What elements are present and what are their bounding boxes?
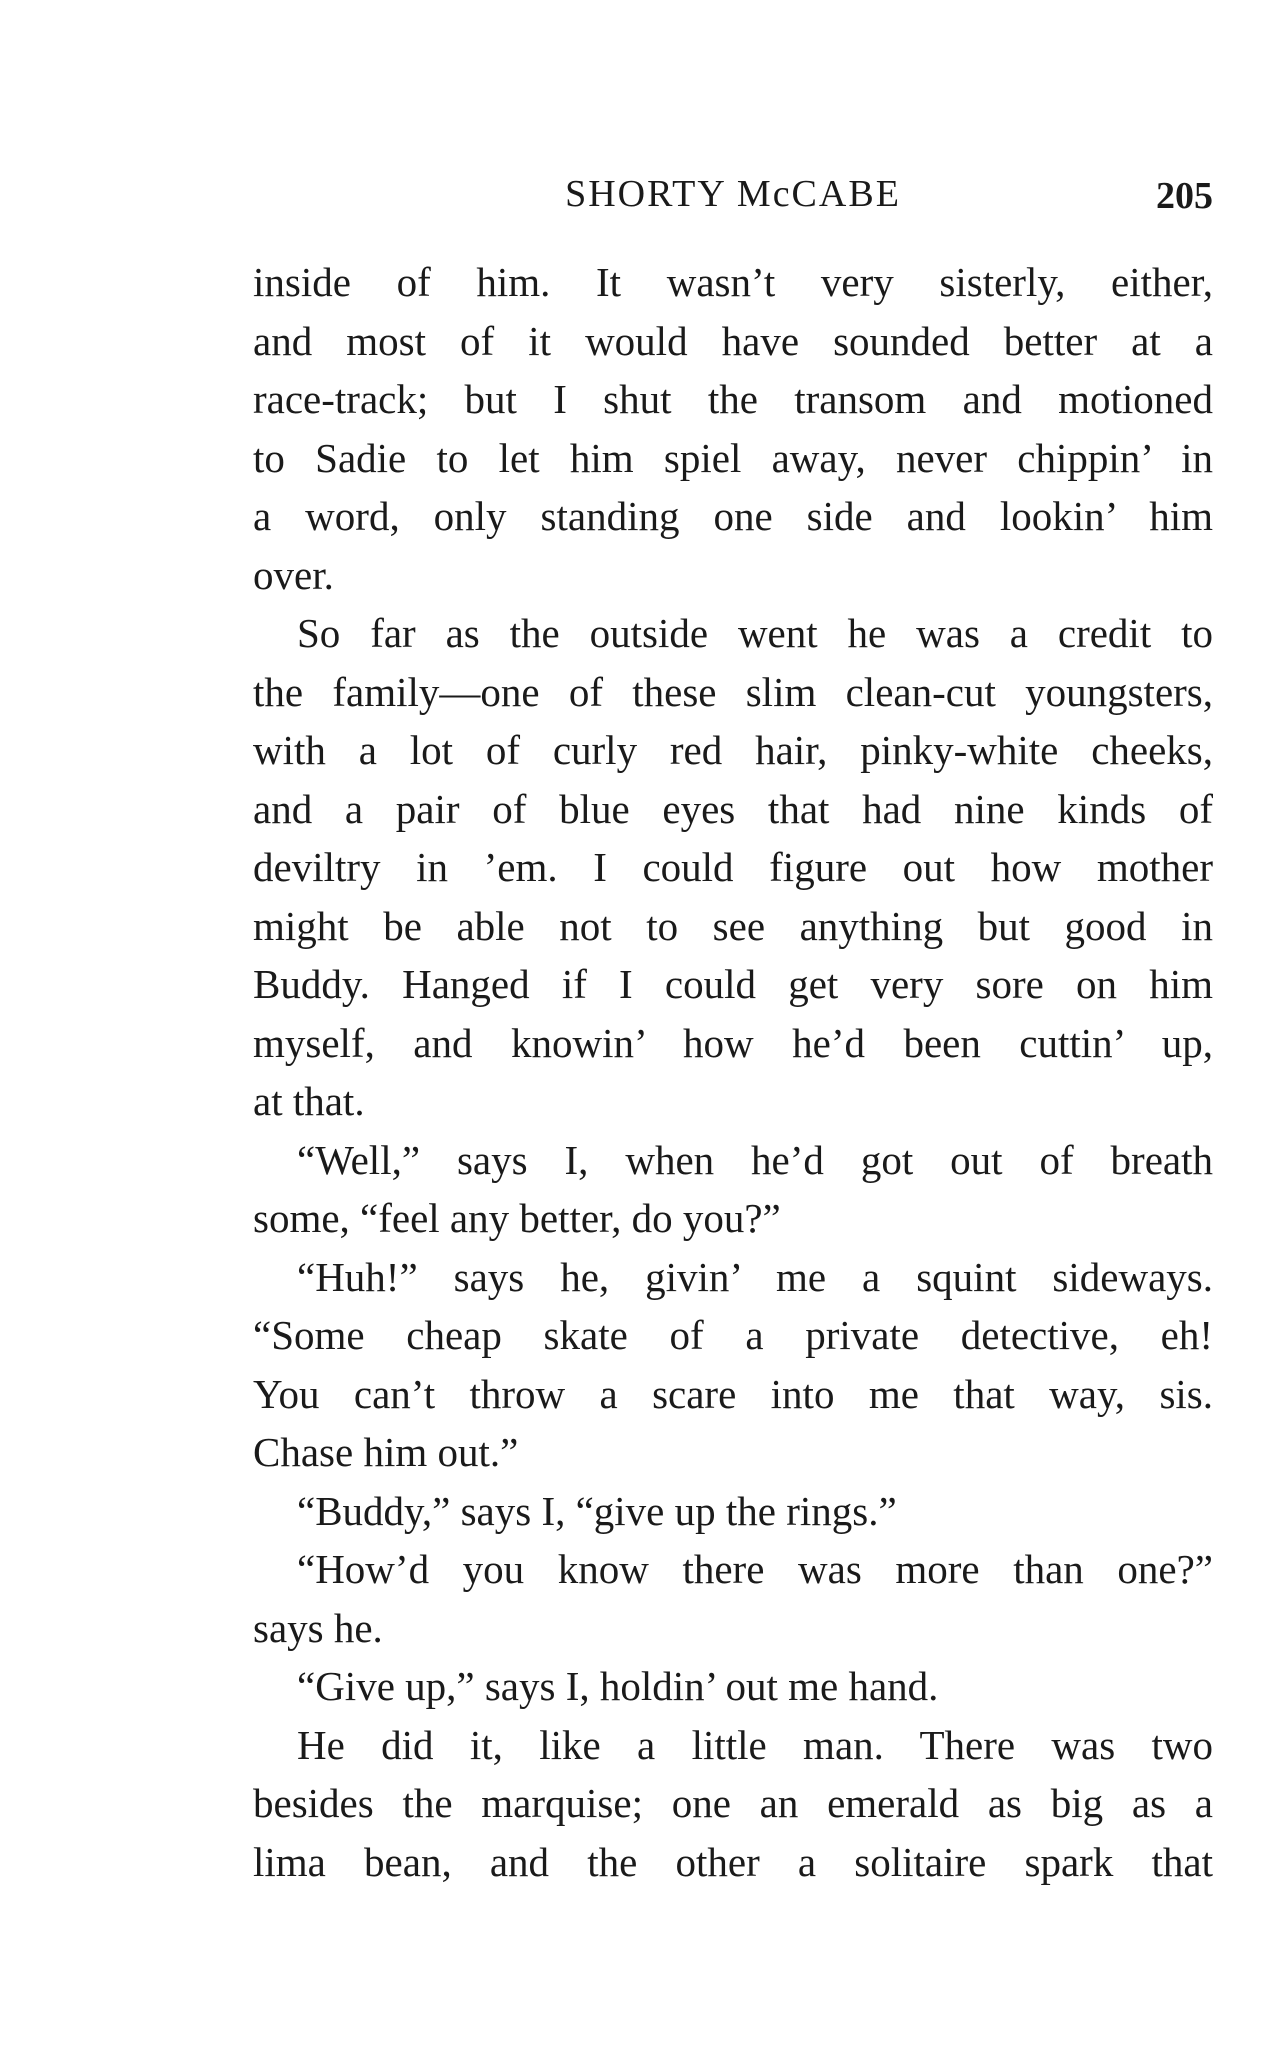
body-text (253, 253, 1213, 1891)
text-line: lima bean, and the other a solitaire spark that (253, 1838, 1213, 1885)
text-line: some, “feel any better, do you?” (253, 1195, 781, 1241)
text-line: “Buddy,” says I, “give up the rings.” (297, 1487, 897, 1534)
text-line: and most of it would have sounded better at a (253, 317, 1213, 364)
running-head (253, 172, 1213, 222)
text-line: a word, only standing one side and lookin’ him (253, 493, 1213, 539)
text-line: and a pair of blue eyes that had nine kinds of (253, 785, 1213, 832)
page-number: 205 (1156, 175, 1213, 217)
text-line: “Give up,” says I, holdin’ out me hand. (297, 1663, 939, 1709)
text-line: deviltry in ’em. I could figure out how mother (253, 844, 1213, 890)
text-line: “Some cheap skate of a private detective, eh! (253, 1312, 1213, 1358)
text-line: So far as the outside went he was a credit to (297, 610, 1213, 656)
running-title: SHORTY McCABE (565, 173, 901, 215)
text-line: over. (253, 551, 334, 598)
text-line: “Well,” says I, when he’d got out of breath (297, 1136, 1213, 1183)
text-line: Chase him out.” (253, 1429, 519, 1475)
text-line: You can’t throw a scare into me that way, sis. (253, 1370, 1213, 1417)
text-line: besides the marquise; one an emerald as big as a (253, 1780, 1213, 1826)
text-line: might be able not to see anything but good in (253, 902, 1213, 949)
text-line: the family—one of these slim clean-cut youngsters, (253, 668, 1213, 715)
text-line: myself, and knowin’ how he’d been cuttin’ up, (253, 1019, 1213, 1066)
text-line: He did it, like a little man. There was two (297, 1721, 1213, 1768)
text-line: “Huh!” says he, givin’ me a squint sideways. (297, 1253, 1213, 1300)
text-line: race-track; but I shut the transom and motioned (253, 376, 1213, 422)
text-line: Buddy. Hanged if I could get very sore on him (253, 961, 1213, 1007)
text-line: inside of him. It wasn’t very sisterly, either, (253, 259, 1213, 305)
text-line: with a lot of curly red hair, pinky-white cheeks, (253, 727, 1213, 773)
text-line: says he. (253, 1604, 383, 1651)
text-line: at that. (253, 1078, 365, 1124)
text-line: “How’d you know there was more than one?” (297, 1546, 1213, 1592)
text-line: to Sadie to let him spiel away, never chippin’ in (253, 434, 1213, 481)
